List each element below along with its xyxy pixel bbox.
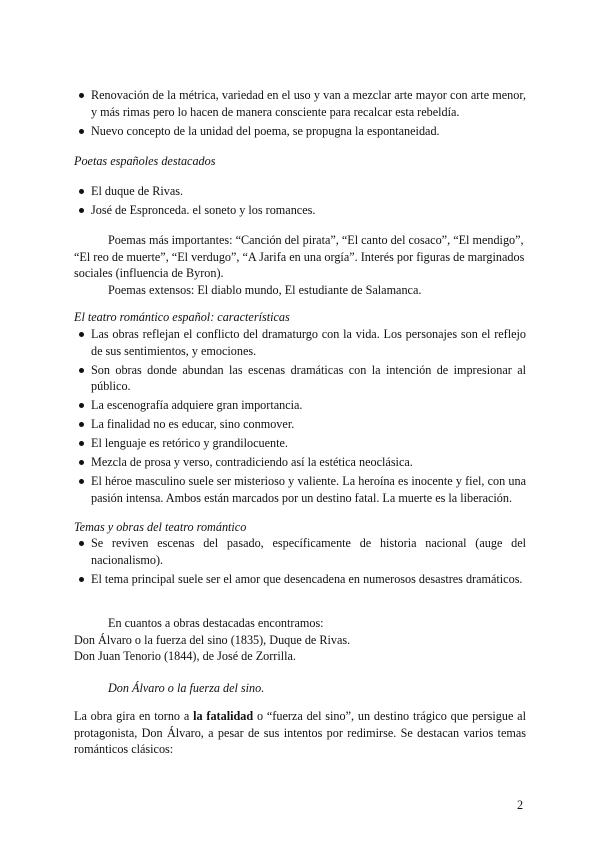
- obra-line: Don Juan Tenorio (1844), de José de Zorrilla.: [74, 649, 296, 663]
- alvaro-heading: Don Álvaro o la fuerza del sino.: [108, 681, 265, 695]
- bullet-icon: [79, 129, 84, 134]
- list-item: La escenografía adquiere gran importancia.: [74, 397, 526, 414]
- bullet-icon: [79, 93, 84, 98]
- fatalidad-bold: la fatalidad: [193, 709, 254, 723]
- bullet-icon: [79, 577, 84, 582]
- list-item: La finalidad no es educar, sino conmover.: [74, 416, 526, 433]
- renovacion-list: [74, 87, 526, 142]
- poemas-extensos: Poemas extensos: El diablo mundo, El estudiante de Salamanca.: [108, 282, 422, 297]
- bullet-icon: [79, 332, 84, 337]
- bullet-icon: [79, 460, 84, 465]
- list-item: El duque de Rivas.: [74, 183, 526, 200]
- poemas-importantes: Poemas más importantes: “Canción del pirata”, “El canto del cosaco”, “El mendigo”, “El reo de muerte”, “El verdugo”, “A Jarifa en una orgía”. Interés por figuras de marginados sociales (influencia de Byron).: [74, 233, 525, 280]
- bullet-icon: [79, 189, 84, 194]
- teatro-heading: El teatro romántico español: características: [74, 310, 290, 324]
- obra-line: Don Álvaro o la fuerza del sino (1835), Duque de Rivas.: [74, 632, 351, 647]
- list-item: José de Espronceda. el soneto y los romances.: [74, 202, 526, 219]
- poetas-list: [74, 183, 526, 221]
- list-item: Las obras reflejan el conflicto del dramaturgo con la vida. Los personajes son el reflejo de sus sentimientos, y emociones.: [74, 326, 526, 359]
- temas-heading: Temas y obras del teatro romántico: [74, 520, 247, 534]
- bullet-icon: [79, 541, 84, 546]
- list-item: El héroe masculino suele ser misterioso y valiente. La heroína es inocente y fiel, con una pasión intensa. Ambos están marcados por un destino fatal. La muerte es la liberación.: [74, 473, 526, 506]
- bullet-icon: [79, 403, 84, 408]
- alvaro-paragraph: La obra gira en torno a la fatalidad o “fuerza del sino”, un destino trágico que persigue al protagonista, Don Álvaro, a pesar de sus intentos por redimirse. Se destacan varios temas románticos clásicos:: [74, 709, 526, 756]
- bullet-icon: [79, 441, 84, 446]
- list-item: El lenguaje es retórico y grandilocuente.: [74, 435, 526, 452]
- list-item: Son obras donde abundan las escenas dramáticas con la intención de impresionar al público.: [74, 362, 526, 395]
- bullet-icon: [79, 422, 84, 427]
- list-item: Nuevo concepto de la unidad del poema, se propugna la espontaneidad.: [74, 123, 526, 140]
- list-item: Mezcla de prosa y verso, contradiciendo así la estética neoclásica.: [74, 454, 526, 471]
- teatro-list: [74, 326, 526, 509]
- obras-intro: En cuantos a obras destacadas encontramos:: [108, 616, 324, 630]
- temas-list: [74, 535, 526, 590]
- bullet-icon: [79, 479, 84, 484]
- bullet-icon: [79, 368, 84, 373]
- poemas-paragraph: [74, 232, 526, 298]
- list-item: Se reviven escenas del pasado, específicamente de historia nacional (auge del nacionalismo).: [74, 535, 526, 568]
- list-item: Renovación de la métrica, variedad en el uso y van a mezclar arte mayor con arte menor, y más rimas pero lo hacen de manera consciente para recalcar esta rebeldía.: [74, 87, 526, 120]
- bullet-icon: [79, 208, 84, 213]
- obras-paragraph: [74, 615, 526, 665]
- page-number: 2: [517, 798, 524, 812]
- list-item: El tema principal suele ser el amor que desencadena en numerosos desastres dramáticos.: [74, 571, 526, 588]
- poetas-heading: Poetas españoles destacados: [74, 154, 216, 168]
